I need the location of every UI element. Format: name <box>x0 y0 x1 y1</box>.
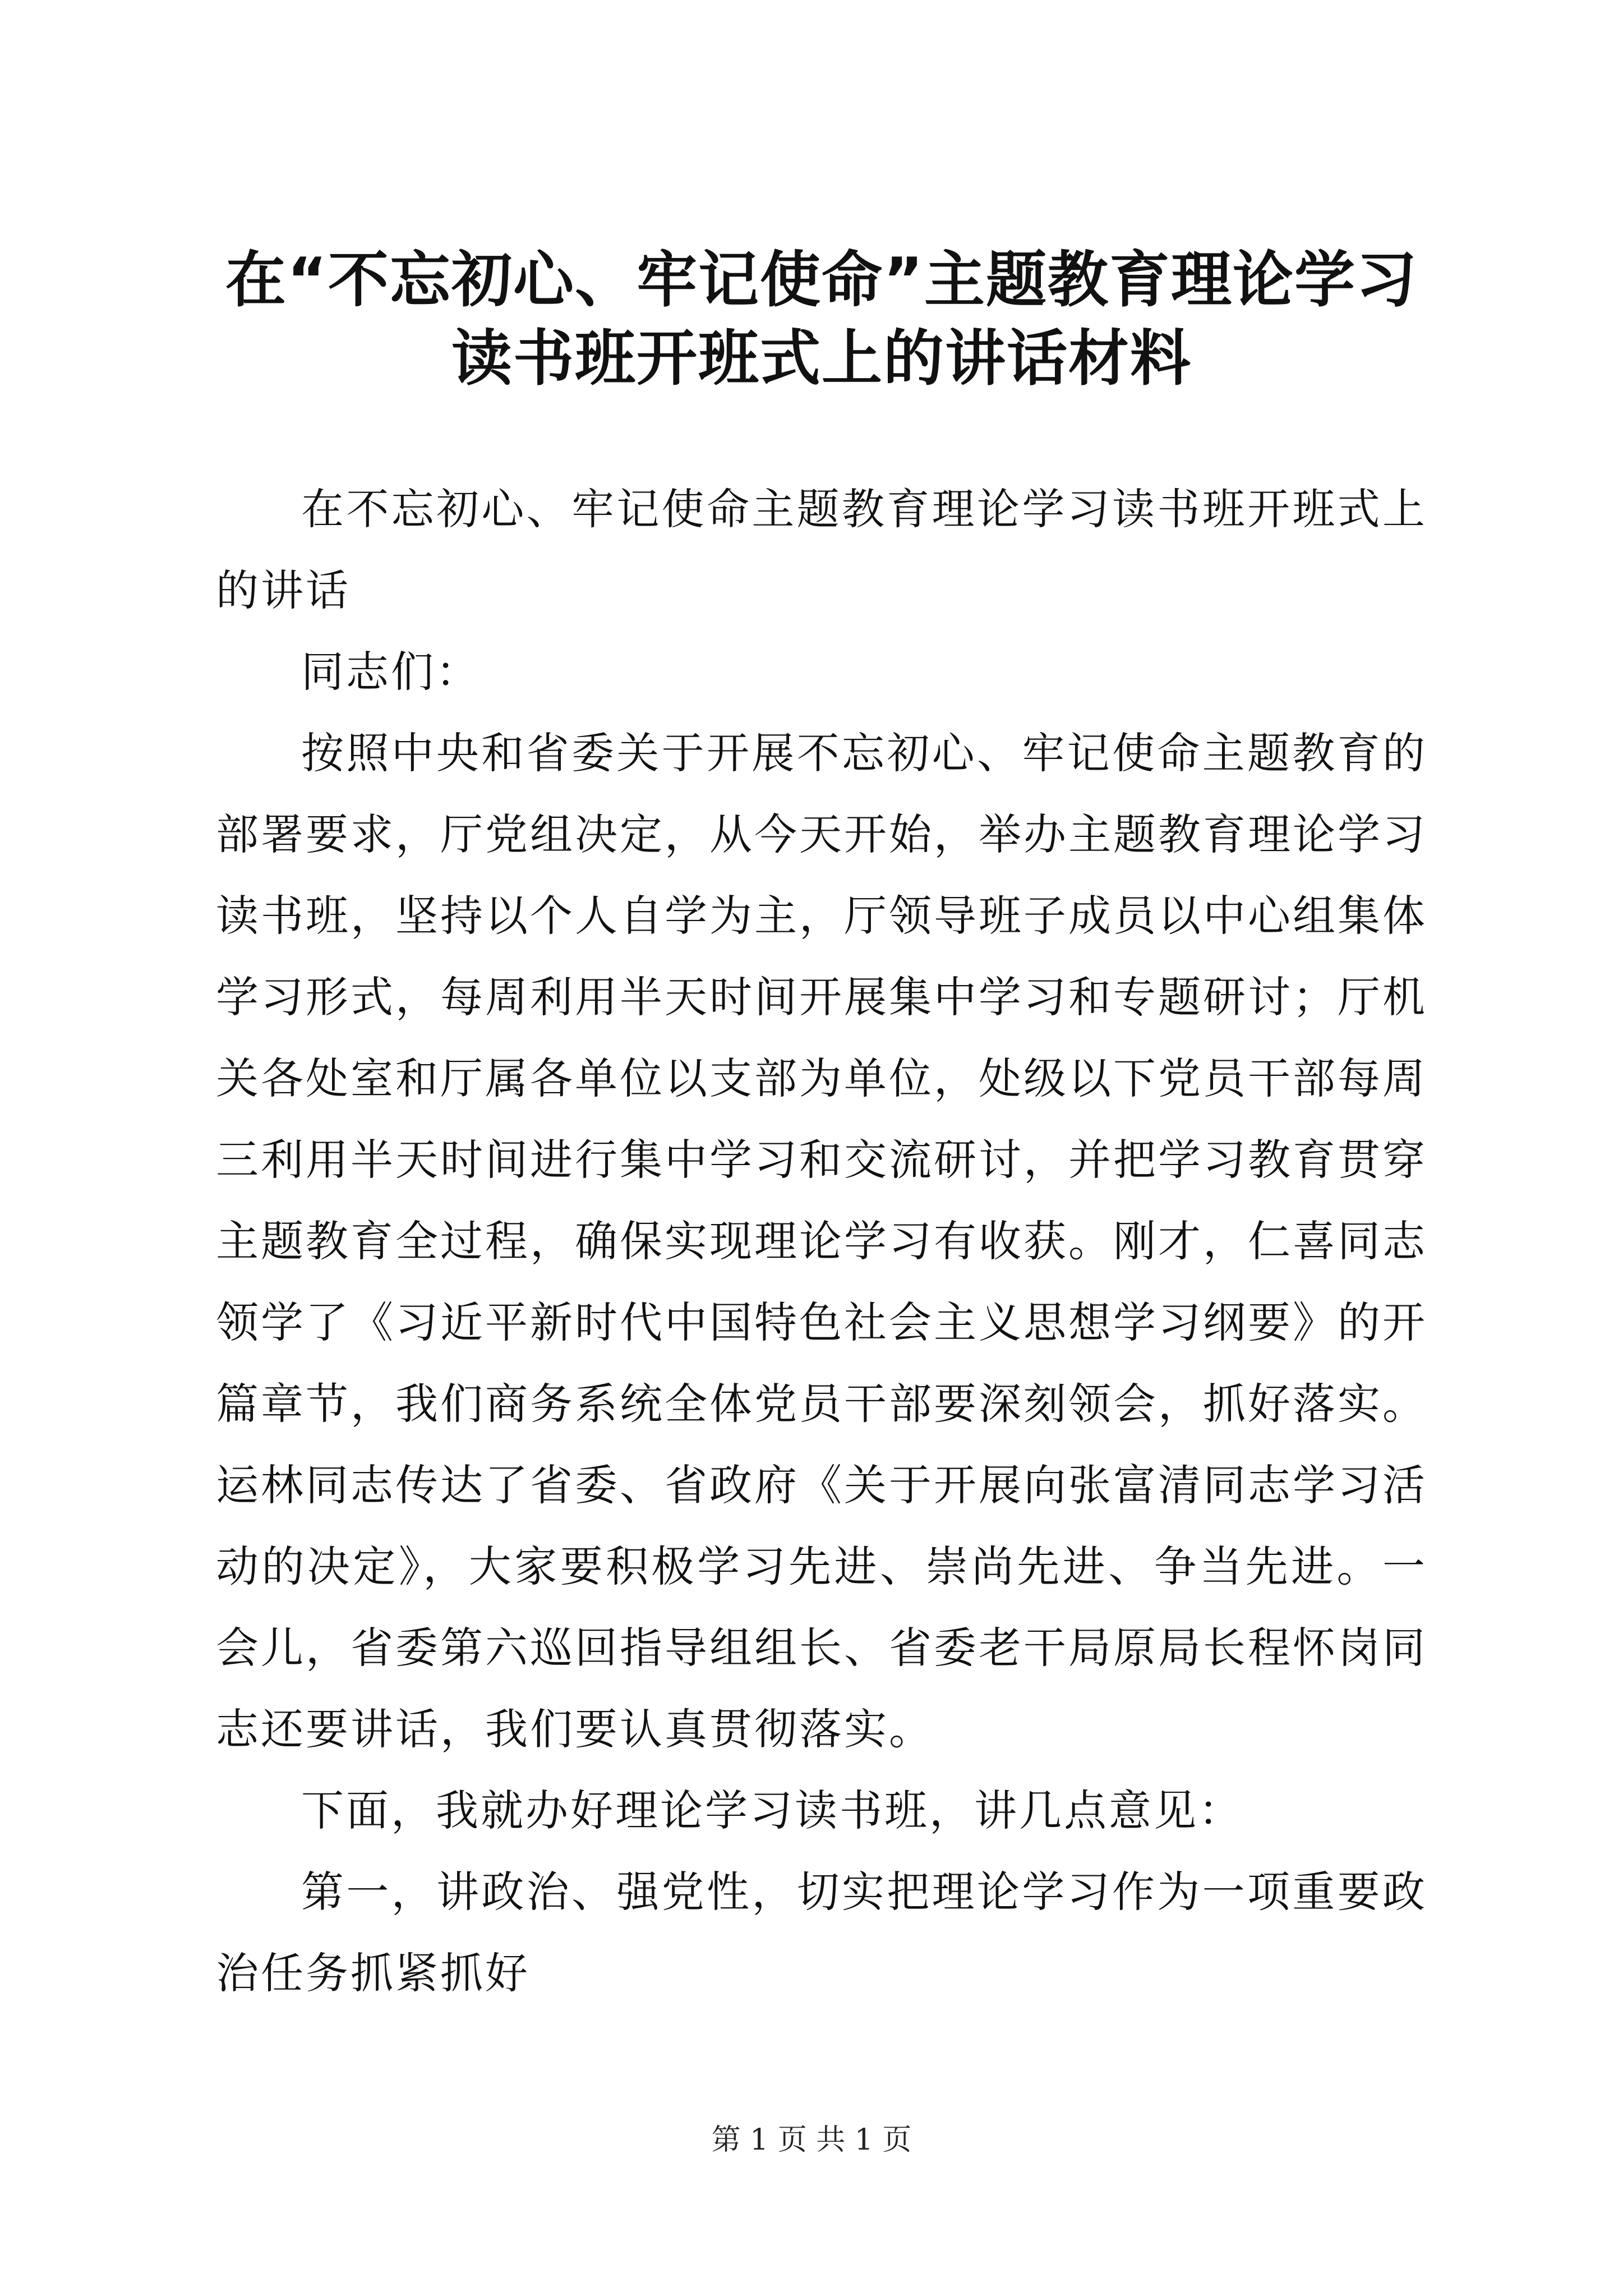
paragraph-salutation: 同志们： <box>301 647 481 697</box>
paragraph-main: 按照中央和省委关于开展不忘初心、牢记使命主题教育的部署要求，厅党组决定，从今天开始，举办主题教育理论学习读书班，坚持以个人自学为主，厅领导班子成员以中心组集体学习形式，每周利用半天时间开展集中学习和专题研讨；厅机关各处室和厅属各单位以支部为单位，处级以下党员干部每周三利用半天时间进行集中学习和交流研讨，并把学习教育贯穿主题教育全过程，确保实现理论学习有收获。刚才，仁喜同志领学了《习近平新时代中国特色社会主义思想学习纲要》的开篇章节，我们商务系统全体党员干部要深刻领会，抓好落实。运林同志传达了省委、省政府《关于开展向张富清同志学习活动的决定》，大家要积极学习先进、崇尚先进、争当先进。一会儿，省委第六巡回指导组组长、省委老干局原局长程怀岗同志还要讲话，我们要认真贯彻落实。 <box>216 728 1427 1754</box>
paragraph-intro-points: 下面，我就办好理论学习读书班，讲几点意见： <box>301 1786 1243 1835</box>
document-body <box>216 468 1427 2014</box>
paragraph-point-one: 第一，讲政治、强党性，切实把理论学习作为一项重要政治任务抓紧抓好 <box>216 1867 1427 1998</box>
paragraph-subtitle: 在不忘初心、牢记使命主题教育理论学习读书班开班式上的讲话 <box>216 484 1427 615</box>
page-footer: 第 1 页 共 1 页 <box>711 2123 912 2157</box>
document-title: 在“不忘初心、牢记使命”主题教育理论学习读书班开班式上的讲话材料 <box>225 245 1418 394</box>
